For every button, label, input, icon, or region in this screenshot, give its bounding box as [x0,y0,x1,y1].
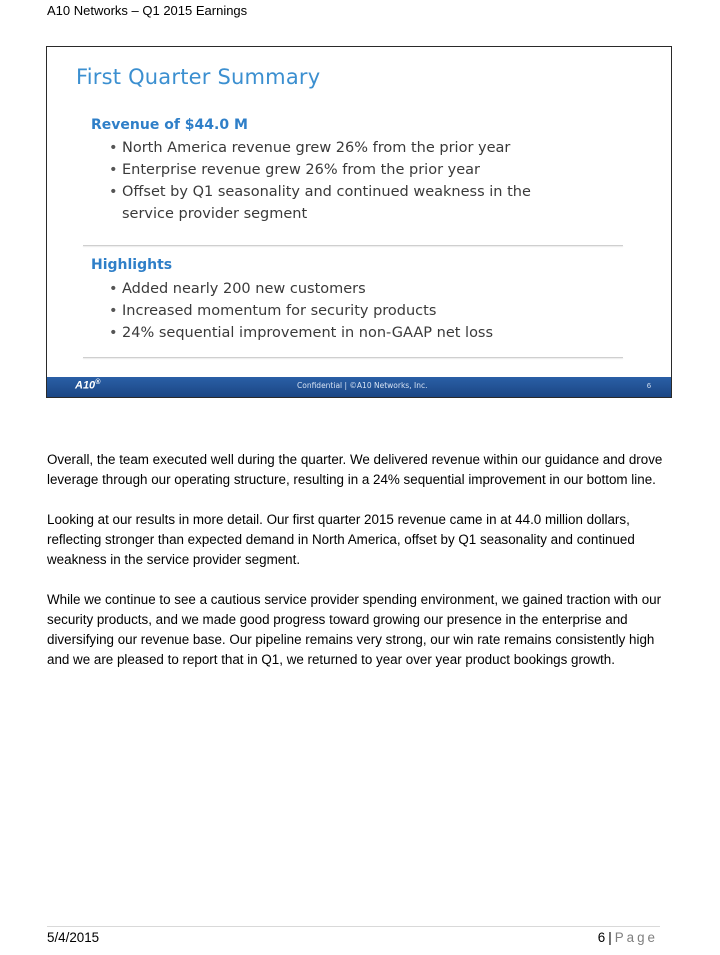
a10-logo-text: A10 [75,379,96,392]
revenue-bullet: • Offset by Q1 seasonality and continued weakness in the [109,181,531,203]
a10-logo-mark: ® [95,379,101,386]
highlight-bullet: • 24% sequential improvement in non-GAAP net loss [109,322,493,344]
revenue-bullet: • North America revenue grew 26% from the prior year [109,137,531,159]
body-text [47,450,677,690]
footer-rule [47,926,660,927]
paragraph: Looking at our results in more detail. Our first quarter 2015 revenue came in at 44.0 million dollars, reflecting stronger than expected demand in North America, offset by Q1 seasonality and continued weakness in the service provider segment. [47,512,635,567]
slide-title: First Quarter Summary [76,65,321,89]
revenue-bullet-continuation: service provider segment [122,206,308,222]
footer-page-number [598,930,658,945]
slide-divider [83,245,623,246]
document-header: A10 Networks – Q1 2015 Earnings [47,3,248,18]
revenue-bullet-list [109,137,531,225]
a10-logo [75,379,100,392]
page-number: 6 [597,930,606,945]
confidential-notice: Confidential | ©A10 Networks, Inc. [297,381,428,390]
page-label: Page [614,930,658,945]
paragraph: While we continue to see a cautious service provider spending environment, we gained traction with our security products, and we made good progress toward growing our presence in the enterprise and diversifying our revenue base. Our pipeline remains very strong, our win rate remains consistently high and we are pleased to report that in Q1, we returned to year over year product bookings growth. [47,592,662,667]
slide-divider [83,357,623,358]
revenue-bullet: • Enterprise revenue grew 26% from the prior year [109,159,531,181]
slide-footer-bar [47,377,671,397]
highlights-heading: Highlights [91,257,173,273]
revenue-heading: Revenue of $44.0 M [91,117,248,133]
highlight-bullet: • Increased momentum for security products [109,300,493,322]
slide-image [46,46,672,398]
page-separator: | [608,930,612,945]
highlights-bullet-list [109,278,493,344]
footer-date: 5/4/2015 [47,930,100,945]
highlight-bullet: • Added nearly 200 new customers [109,278,493,300]
slide-number: 6 [646,381,651,390]
paragraph: Overall, the team executed well during the quarter. We delivered revenue within our guidance and drove leverage through our operating structure, resulting in a 24% sequential improvement in our bottom line. [47,452,663,487]
